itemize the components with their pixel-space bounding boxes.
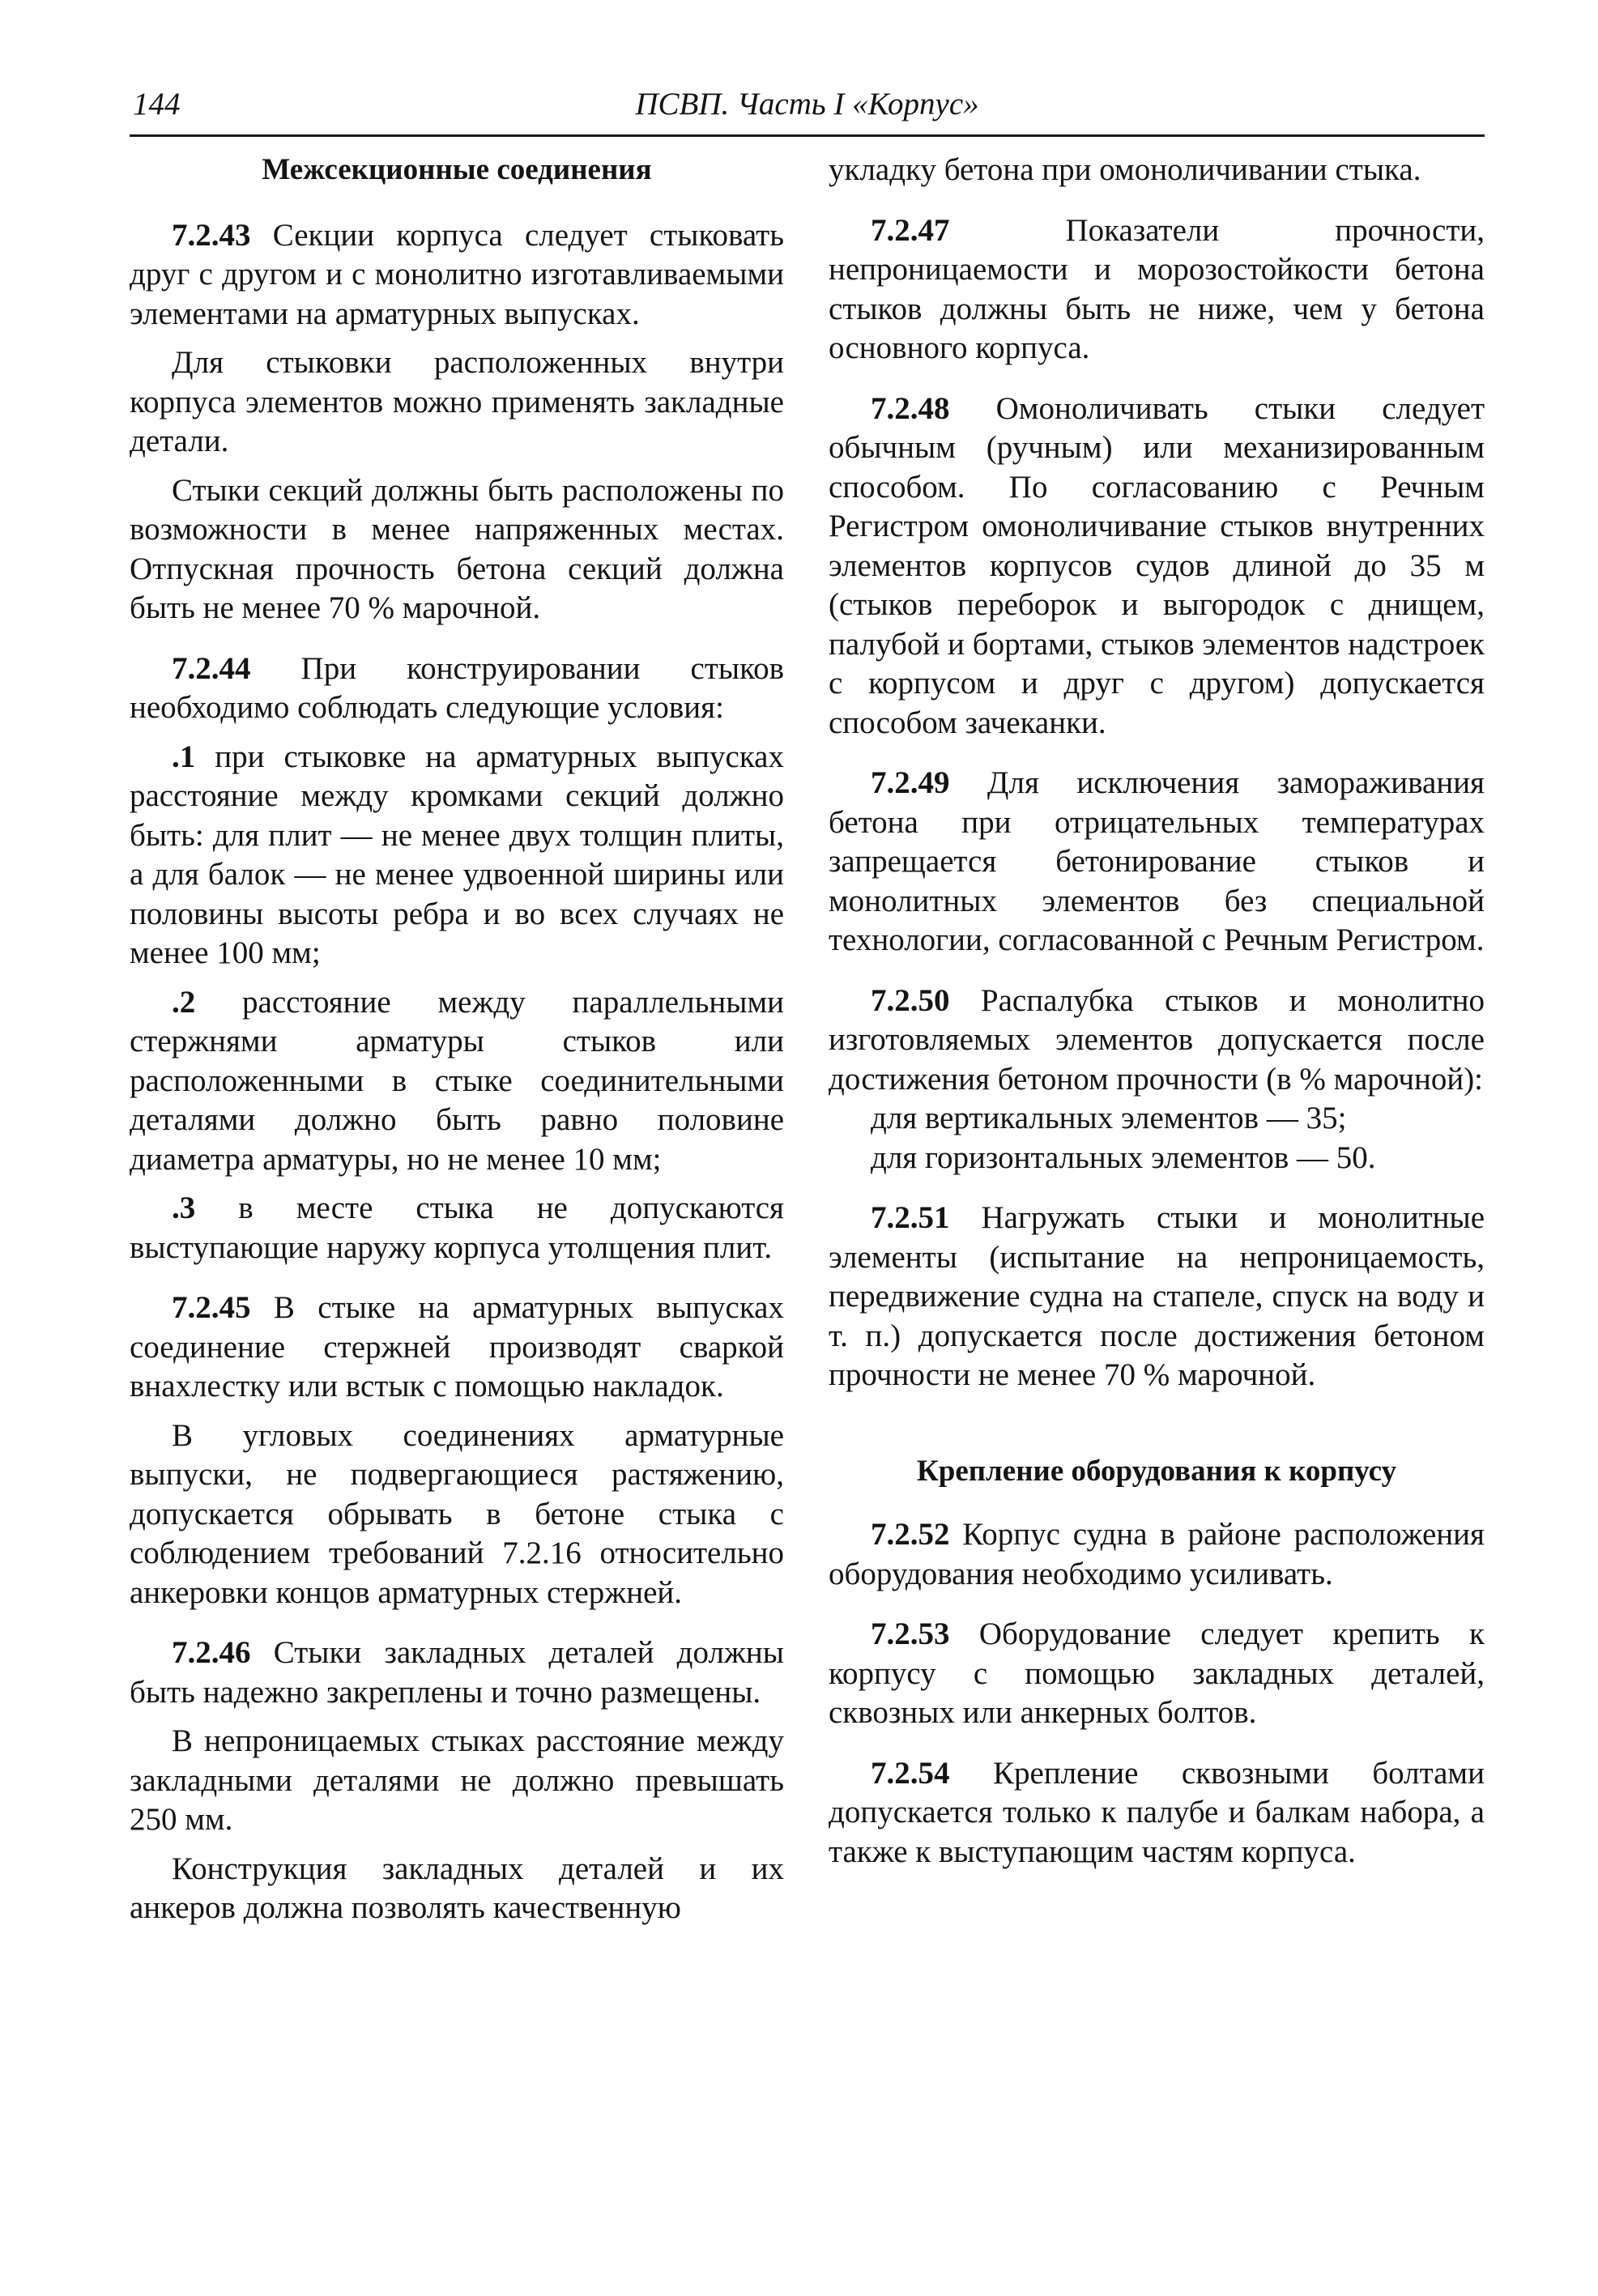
section-heading-equipment-mounting: Крепление оборудования к корпусу bbox=[916, 1454, 1397, 1488]
item-number: .3 bbox=[172, 1191, 196, 1225]
paragraph-continuation: укладку бетона при омоноличивании стыка. bbox=[829, 152, 1421, 187]
clause-number: 7.2.45 bbox=[172, 1290, 251, 1325]
paragraph bbox=[130, 343, 784, 462]
item-text: расстояние между параллельными стержнями арматуры стыков или расположенными в стыке соединительными деталями должно быть равно половине диаметра арматуры, но не менее 10 мм; bbox=[130, 984, 784, 1177]
paragraph bbox=[130, 650, 784, 728]
clause-number: 7.2.47 bbox=[871, 212, 950, 248]
paragraph-text: Корпус судна в районе расположения оборудования необходимо усиливать. bbox=[829, 1517, 1485, 1591]
paragraph bbox=[829, 211, 1485, 368]
paragraph-text: В угловых соединениях арматурные выпуски, не подвергающиеся растяжению, допускается обрывать в бетоне стыка с соблюдением требований 7.2.16 относительно анкеровки концов арматурных стержней. bbox=[130, 1417, 784, 1610]
paragraph-text: В непроницаемых стыках расстояние между закладными деталями не должно превышать 250 мм. bbox=[130, 1723, 784, 1837]
item-number: .1 bbox=[172, 739, 196, 774]
paragraph bbox=[829, 764, 1485, 961]
item-text: при стыковке на арматурных выпусках расстояние между кромками секций должно быть: для плит — не менее двух толщин плиты, а для балок — не менее удвоенной ширины или половины высоты ребра и во всех случаях не менее 100 мм; bbox=[130, 739, 784, 970]
paragraph bbox=[130, 1289, 784, 1407]
paragraph-text: Для исключения замораживания бетона при отрицательных температурах запрещается бетонирование стыков и монолитных элементов без специальной технологии, согласованной с Речным Регистром. bbox=[829, 765, 1485, 957]
paragraph bbox=[130, 1416, 784, 1613]
list-line: для горизонтальных элементов — 50. bbox=[871, 1139, 1376, 1175]
clause-number: 7.2.51 bbox=[871, 1200, 950, 1235]
clause-number: 7.2.53 bbox=[871, 1617, 950, 1651]
paragraph bbox=[130, 1634, 784, 1712]
strength-list bbox=[829, 1099, 1485, 1178]
paragraph-text: В стыке на арматурных выпусках соединение стержней производят сваркой внахлестку или встык с помощью накладок. bbox=[130, 1290, 784, 1404]
item-text: в месте стыка не допускаются выступающие наружу корпуса утолщения плит. bbox=[130, 1191, 784, 1265]
paragraph-text: Омоноличивать стыки следует обычным (ручным) или механизированным способом. По согласованию с Речным Регистром омоноличивание стыков внутренних элементов корпусов судов длиной до 35 м (стыков переборок и выгородок с днищем, палубой и бортами, стыков элементов надстроек с корпусом и друг с другом) допускается способом зачеканки. bbox=[829, 390, 1485, 740]
paragraph-text: Стыки закладных деталей должны быть надежно закреплены и точно размещены. bbox=[130, 1635, 784, 1710]
paragraph bbox=[829, 1615, 1485, 1733]
section-heading-intersection-joints: Межсекционные соединения bbox=[262, 153, 652, 186]
paragraph-text: Секции корпуса следует стыковать друг с другом и с монолитно изготавливаемыми элементами на арматурных выпусках. bbox=[130, 217, 784, 331]
paragraph bbox=[130, 1722, 784, 1840]
right-column bbox=[829, 151, 1485, 1881]
list-item bbox=[130, 738, 784, 973]
paragraph bbox=[130, 216, 784, 334]
paragraph-text: Показатели прочности, непроницаемости и морозостойкости бетона стыков должны быть не ниже, чем у бетона основного корпуса. bbox=[829, 212, 1485, 365]
paragraph-text: Нагружать стыки и монолитные элементы (испытание на непроницаемость, передвижение судна на стапеле, спуск на воду и т. п.) допускается после достижения бетоном прочности не менее 70 % марочной. bbox=[829, 1200, 1485, 1392]
list-line: для вертикальных элементов — 35; bbox=[871, 1101, 1347, 1135]
page-number: 144 bbox=[133, 87, 181, 121]
paragraph-text: Конструкция закладных деталей и их анкеров должна позволять качественную bbox=[130, 1851, 784, 1925]
running-title: ПСВП. Часть I «Корпус» bbox=[635, 87, 979, 121]
paragraph bbox=[829, 1515, 1485, 1594]
clause-number: 7.2.49 bbox=[871, 765, 950, 800]
paragraph bbox=[829, 1199, 1485, 1395]
item-number: .2 bbox=[172, 984, 196, 1020]
clause-number: 7.2.44 bbox=[172, 650, 251, 686]
paragraph-text: Для стыковки расположенных внутри корпуса элементов можно применять закладные детали. bbox=[130, 345, 784, 458]
clause-number: 7.2.50 bbox=[871, 982, 950, 1018]
clause-number: 7.2.43 bbox=[172, 217, 251, 253]
paragraph bbox=[130, 1850, 784, 1928]
paragraph bbox=[829, 390, 1485, 743]
list-item bbox=[130, 1189, 784, 1267]
paragraph-text: При конструировании стыков необходимо соблюдать следующие условия: bbox=[130, 650, 784, 725]
clause-number: 7.2.48 bbox=[871, 390, 950, 426]
clause-number: 7.2.54 bbox=[871, 1755, 950, 1791]
clause-number: 7.2.46 bbox=[172, 1635, 251, 1670]
page-header bbox=[130, 78, 1485, 137]
paragraph bbox=[829, 982, 1485, 1100]
paragraph bbox=[829, 1754, 1485, 1872]
list-item bbox=[130, 983, 784, 1180]
paragraph bbox=[130, 471, 784, 628]
paragraph-text: Распалубка стыков и монолитно изготовляемых элементов допускается после достижения бетоном прочности (в % марочной): bbox=[829, 982, 1485, 1097]
paragraph-text: Оборудование следует крепить к корпусу с помощью закладных деталей, сквозных или анкерных болтов. bbox=[829, 1617, 1485, 1730]
paragraph-text: Стыки секций должны быть расположены по возможности в менее напряженных местах. Отпускная прочность бетона секций должна быть не менее 70 % марочной. bbox=[130, 472, 784, 625]
paragraph-text: Крепление сквозными болтами допускается только к палубе и балкам набора, а также к выступающим частям корпуса. bbox=[829, 1755, 1485, 1869]
clause-number: 7.2.52 bbox=[871, 1517, 950, 1552]
left-column bbox=[130, 151, 784, 1938]
